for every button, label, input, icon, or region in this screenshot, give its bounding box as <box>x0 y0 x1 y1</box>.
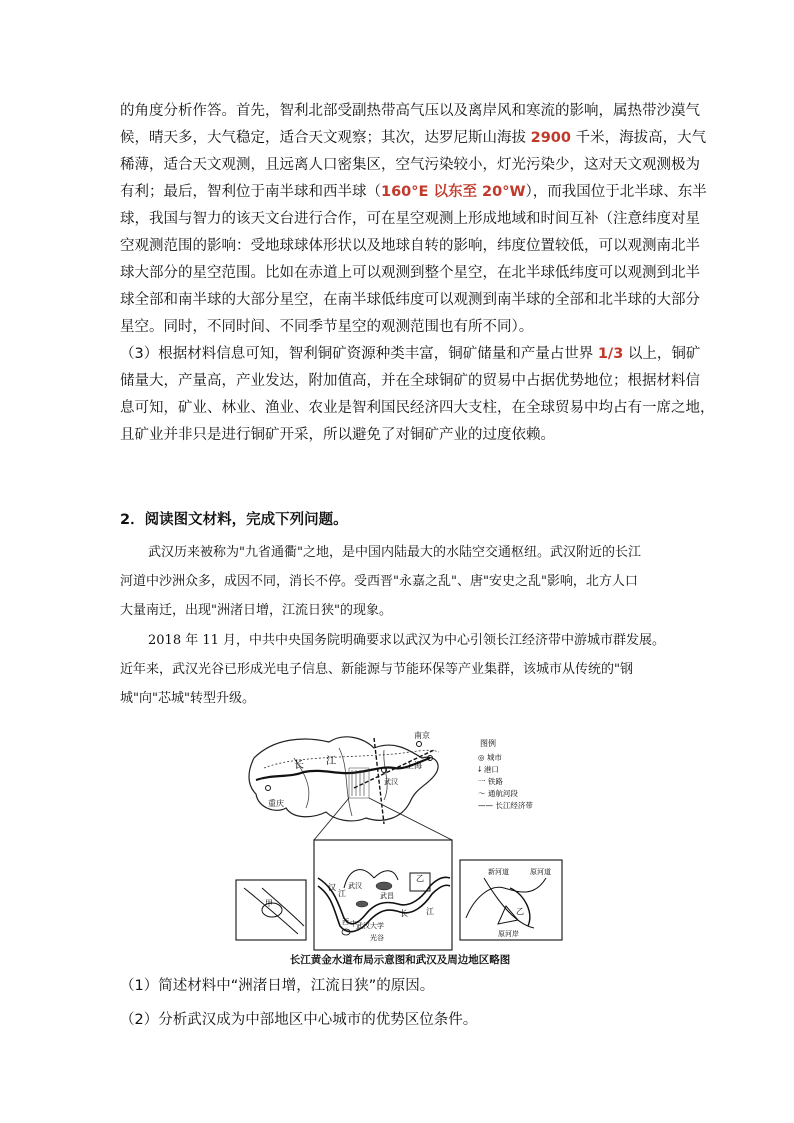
map-caption: 长江黄金水道布局示意图和武汉及周边地区略图 <box>289 954 511 966</box>
svg-text:◎ 城市: ◎ 城市 <box>478 753 502 762</box>
copper-share-value: 1/3 <box>597 346 624 362</box>
text-line: 城"向"芯城"转型升级。 <box>120 691 255 706</box>
longitude-value: 160°E 以东至 20°W <box>381 184 526 200</box>
text-line: 河道中沙洲众多，成因不同，消长不停。受西晋"永嘉之乱"、唐"安史之乱"影响，北方人口 <box>120 574 638 589</box>
text-line: 储量大，产量高，产业发达，附加值高，并在全球铜矿的贸易中占据优势地位；根据材料信 <box>120 373 700 389</box>
label-hanyang: 武汉大学 <box>356 922 384 930</box>
text-line: （3）根据材料信息可知，智利铜矿资源种类丰富，铜矿储量和产量占世界 1/3 以上，铜矿 <box>120 346 701 362</box>
text-line: 息可知，矿业、林业、渔业、农业是智利国民经济四大支柱，在全球贸易中均占有一席之地， <box>120 400 715 416</box>
svg-text:—— 长江经济带: —— 长江经济带 <box>478 801 533 810</box>
map-svg <box>234 728 566 954</box>
text-line: 2018 年 11 月，中共中央国务院明确要求以武汉为中心引领长江经济带中游城市群发展。 <box>148 633 666 648</box>
text-line: 稀薄，适合天文观测，且远离人口密集区，空气污染较小，灯光污染少，这对天文观测极为 <box>120 157 700 173</box>
map-legend <box>478 738 533 810</box>
sub-question-2: （2）分析武汉成为中部地区中心城市的优势区位条件。 <box>120 1012 478 1028</box>
label-guanggu: 光谷 <box>370 934 384 942</box>
yangtze-map-figure <box>234 728 566 964</box>
svg-text:一 铁路: 一 铁路 <box>478 777 503 786</box>
label-wuchang: 武昌 <box>380 892 394 900</box>
label-yuanhedao: 原河道 <box>530 868 551 876</box>
label-xiao: 西 <box>342 918 349 926</box>
svg-text:～ 通航河段: ～ 通航河段 <box>478 789 518 798</box>
text-line: 球，我国与智力的该天文台进行合作，可在星空观测上形成地域和时间互补（注意纬度对星 <box>120 211 700 227</box>
material-paragraph-1 <box>120 538 680 625</box>
label-yi-box: 乙 <box>416 874 424 883</box>
answer-paragraph <box>120 98 715 449</box>
text-line: 有利；最后，智利位于南半球和西半球（160°E 以东至 20°W），而我国位于北半球、东半 <box>120 184 707 200</box>
text-line: 候，晴天多，大气稳定，适合天文观察；其次，达罗尼斯山海拔 2900 千米，海拔高，大气 <box>120 130 707 146</box>
svg-text:图例: 图例 <box>480 739 496 748</box>
svg-text:⸸ 港口: ⸸ 港口 <box>478 765 499 774</box>
label-jiang-left: 江 <box>338 889 346 898</box>
label-jia-inset: 甲 <box>265 899 273 908</box>
label-chongqing: 重庆 <box>268 799 284 808</box>
region-outline <box>249 737 438 821</box>
label-shanghai: 上海 <box>406 761 422 770</box>
label-chang: 长 <box>294 760 304 771</box>
text-line: 近年来，武汉光谷已形成光电子信息、新能源与节能环保等产业集群，该城市从传统的"钢 <box>120 662 633 677</box>
text-line: 的角度分析作答。首先，智利北部受副热带高气压以及离岸风和寒流的影响，属热带沙漠气 <box>120 103 700 119</box>
material-paragraph-2 <box>120 626 680 713</box>
label-yuanheanan: 原河岸 <box>498 930 519 938</box>
label-yi-inset: 乙 <box>516 907 524 916</box>
text-line: 球大部分的星空范围。比如在赤道上可以观测到整个星空，在北半球低纬度可以观测到北半 <box>120 265 700 281</box>
label-xinhedao: 新河道 <box>488 868 509 876</box>
text-line: 星空。同时，不同时间、不同季节星空的观测范围也有所不同）。 <box>120 319 534 335</box>
label-jiang2: 江 <box>426 907 434 916</box>
question-title: 2．阅读图文材料，完成下列问题。 <box>120 512 348 528</box>
text-line: 且矿业并非只是进行铜矿开采，所以避免了对铜矿产业的过度依赖。 <box>120 427 555 443</box>
railway-line <box>374 738 384 824</box>
label-nanjing: 南京 <box>414 731 430 740</box>
text-line: 武汉历来被称为"九省通衢"之地，是中国内陆最大的水陆空交通枢纽。武汉附近的长江 <box>148 545 641 560</box>
altitude-value: 2900 <box>530 130 571 146</box>
label-wuhan: 武汉 <box>348 882 362 890</box>
sub-question-1: （1）简述材料中“洲渚日增，江流日狭”的原因。 <box>120 978 435 994</box>
text-line: 空观测范围的影响：受地球球体形状以及地球自转的影响，纬度位置较低，可以观测南北半 <box>120 238 700 254</box>
label-han: 汉 <box>328 883 336 892</box>
label-zhong: 中 <box>350 920 357 928</box>
text-line: 球全部和南半球的大部分星空，在南半球低纬度可以观测到南半球的全部和北半球的大部分 <box>120 292 700 308</box>
text-line: 大量南迁，出现"洲渚日增，江流日狭"的现象。 <box>120 603 392 618</box>
yangtze-river-overview <box>256 758 430 780</box>
label-chang2: 长 <box>400 909 408 918</box>
label-wuhan-small: 武汉 <box>384 778 398 786</box>
label-jiang: 江 <box>326 756 336 767</box>
